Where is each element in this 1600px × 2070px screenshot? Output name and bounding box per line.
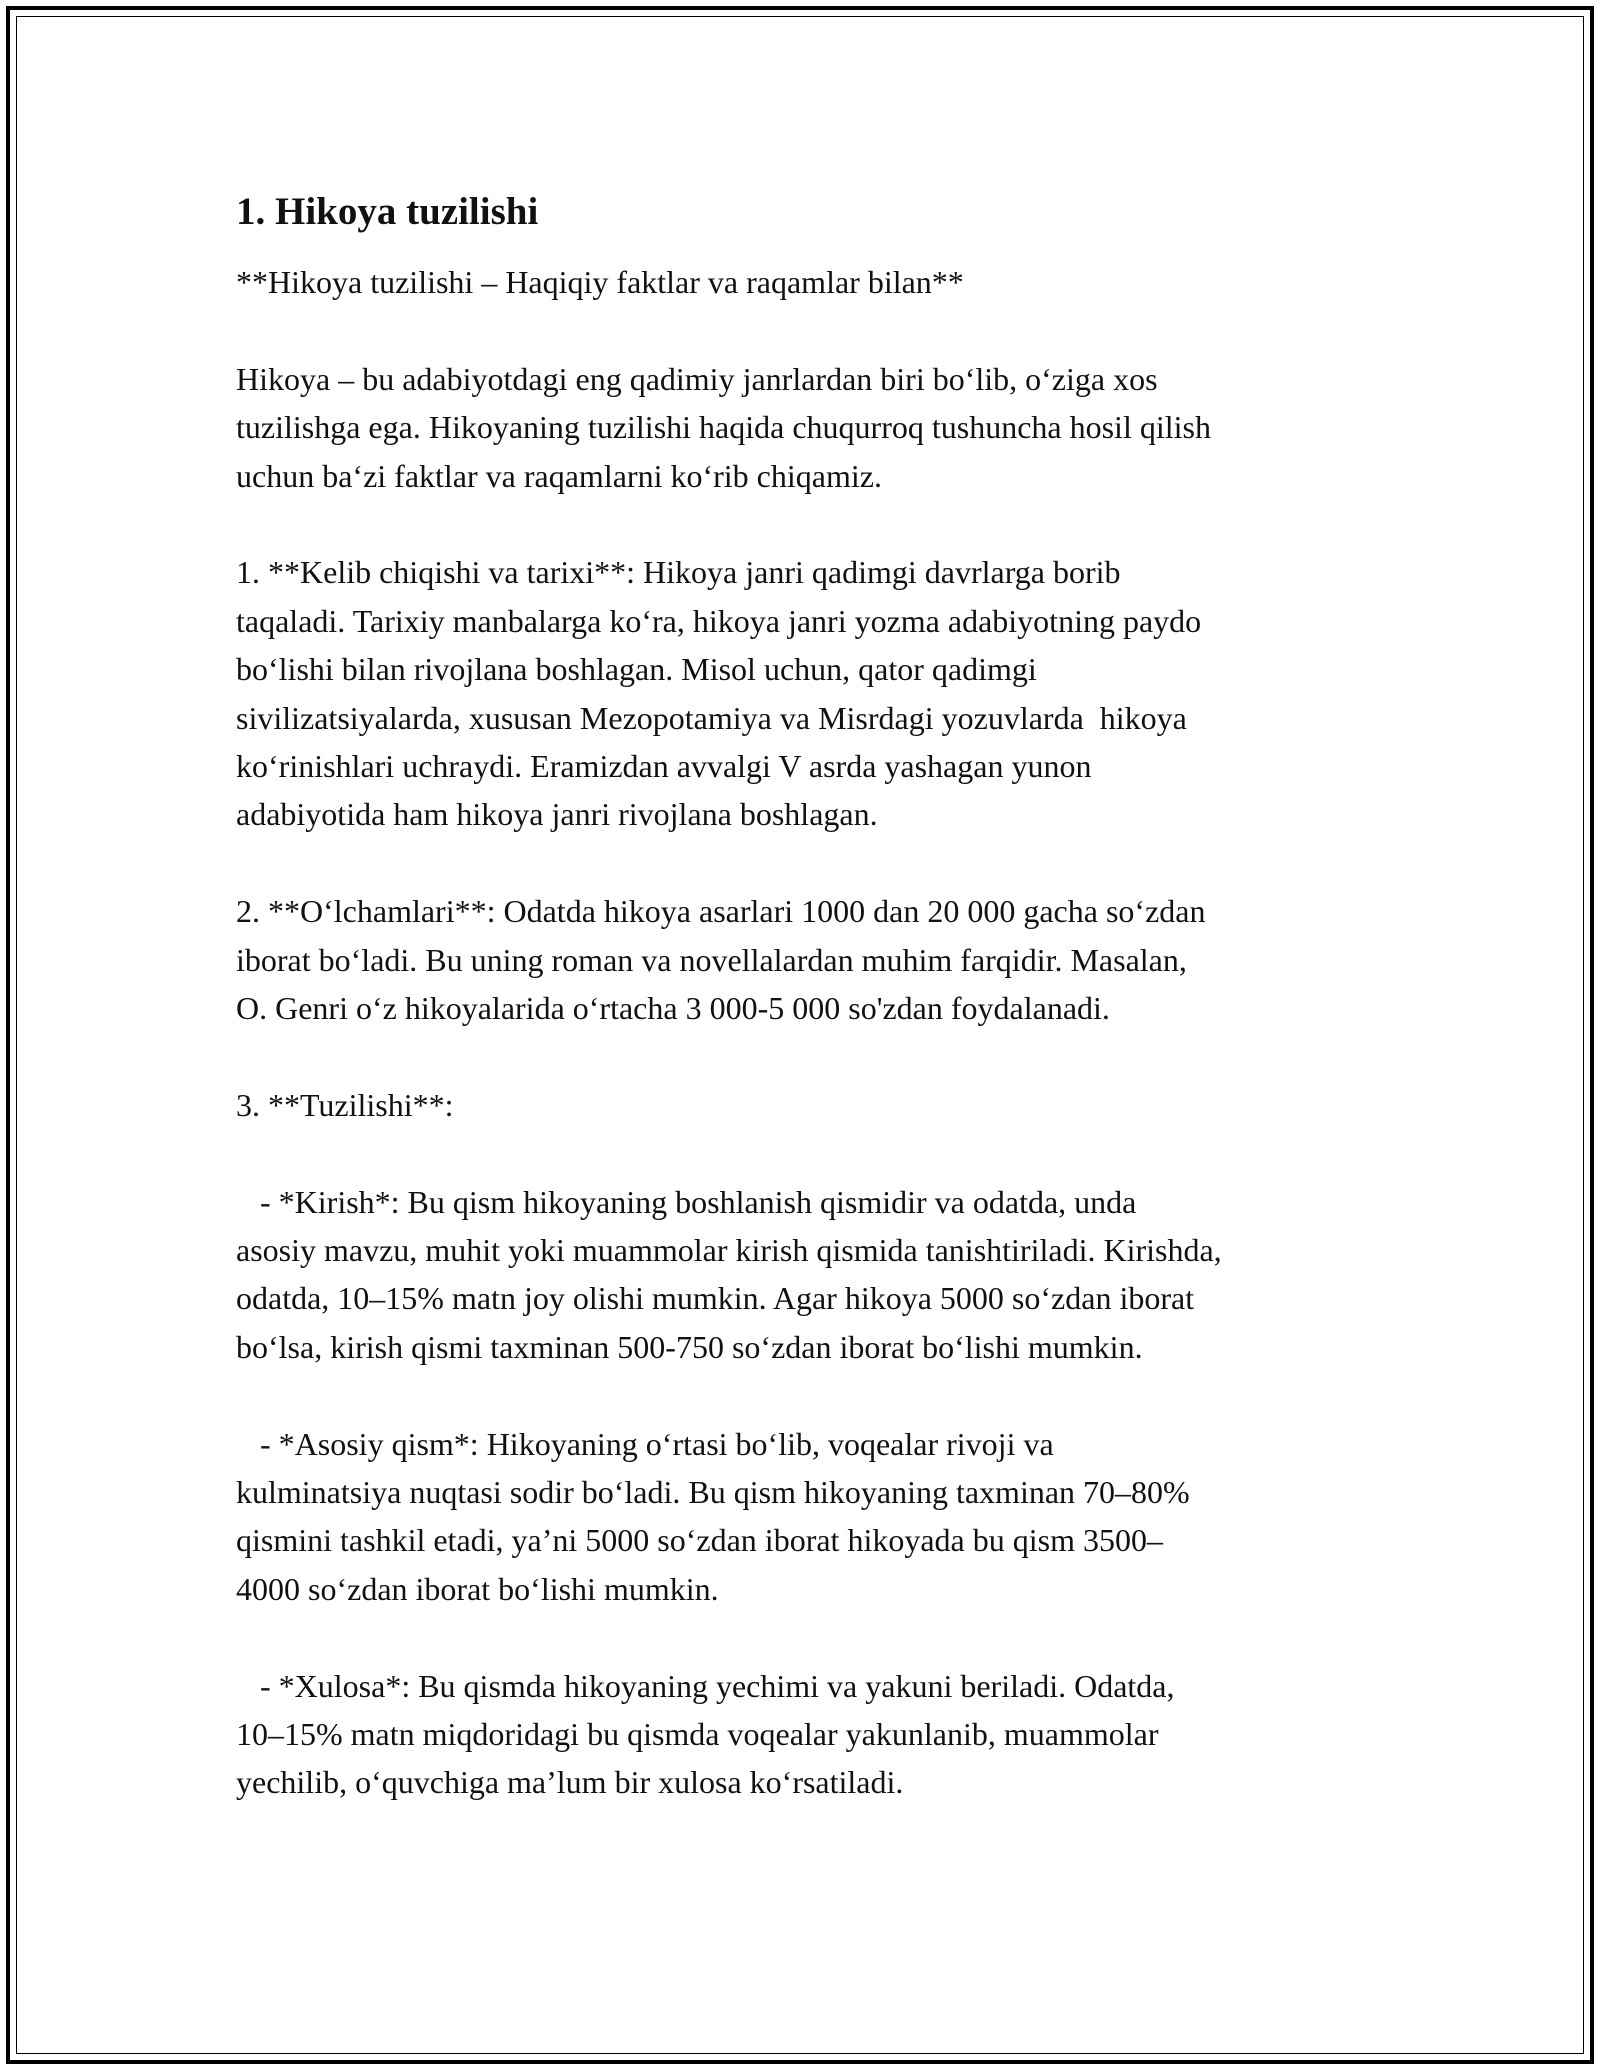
intro-paragraph: Hikoya – bu adabiyotdagi eng qadimiy janrlardan biri bo‘lib, o‘ziga xos tuzilishga ega. Hikoyaning tuzilishi haqida chuqurroq tushuncha hosil qilish uchun ba‘zi faktlar va raqamlarni ko‘rib chiqamiz. — [236, 360, 1211, 494]
introduction-item: - *Kirish*: Bu qism hikoyaning boshlanish qismidir va odatda, unda asosiy mavzu, muhit yoki muammolar kirish qismida tanishtiriladi. Kirishda, odatda, 10–15% matn joy olishi mumkin. Agar hikoya 5000 so‘zdan iborat bo‘lsa, kirish qismi taxminan 500-750 so‘zdan iborat bo‘lishi mumkin. — [236, 1183, 1222, 1365]
section-heading: 1. Hikoya tuzilishi — [236, 190, 539, 233]
size-paragraph: 2. **O‘lchamlari**: Odatda hikoya asarlari 1000 dan 20 000 gacha so‘zdan iborat bo‘ladi. Bu uning roman va novellalardan muhim farqidir. Masalan, O. Genri o‘z hikoyalarida o‘rtacha 3 000-5 000 so'zdan foydalanadi. — [236, 893, 1206, 1027]
subtitle-paragraph: **Hikoya tuzilishi – Haqiqiy faktlar va raqamlar bilan** — [236, 264, 964, 300]
origin-paragraph: 1. **Kelib chiqishi va tarixi**: Hikoya janri qadimgi davrlarga borib taqaladi. Tarixiy manbalarga ko‘ra, hikoya janri yozma adabiyotning paydo bo‘lishi bilan rivojlana boshlagan. Misol uchun, qator qadimgi sivilizatsiyalarda, xususan Mezopotamiya va Misrdagi yozuvlarda hikoya ko‘rinishlari uchraydi. Eramizdan avvalgi V asrda yashagan yunon adabiyotida ham hikoya janri rivojlana boshlagan. — [236, 554, 1202, 833]
conclusion-item: - *Xulosa*: Bu qismda hikoyaning yechimi va yakuni beriladi. Odatda, 10–15% matn miqdoridagi bu qismda voqealar yakunlanib, muammolar yechilib, o‘quvchiga ma’lum bir xulosa ko‘rsatiladi. — [236, 1667, 1175, 1801]
document-body — [236, 186, 1386, 1807]
structure-paragraph: 3. **Tuzilishi**: — [236, 1086, 454, 1123]
main-part-item: - *Asosiy qism*: Hikoyaning o‘rtasi bo‘lib, voqealar rivoji va kulminatsiya nuqtasi sodir bo‘ladi. Bu qism hikoyaning taxminan 70–80% qismini tashkil etadi, ya’ni 5000 so‘zdan iborat hikoyada bu qism 3500– 4000 so‘zdan iborat bo‘lishi mumkin. — [236, 1425, 1190, 1607]
